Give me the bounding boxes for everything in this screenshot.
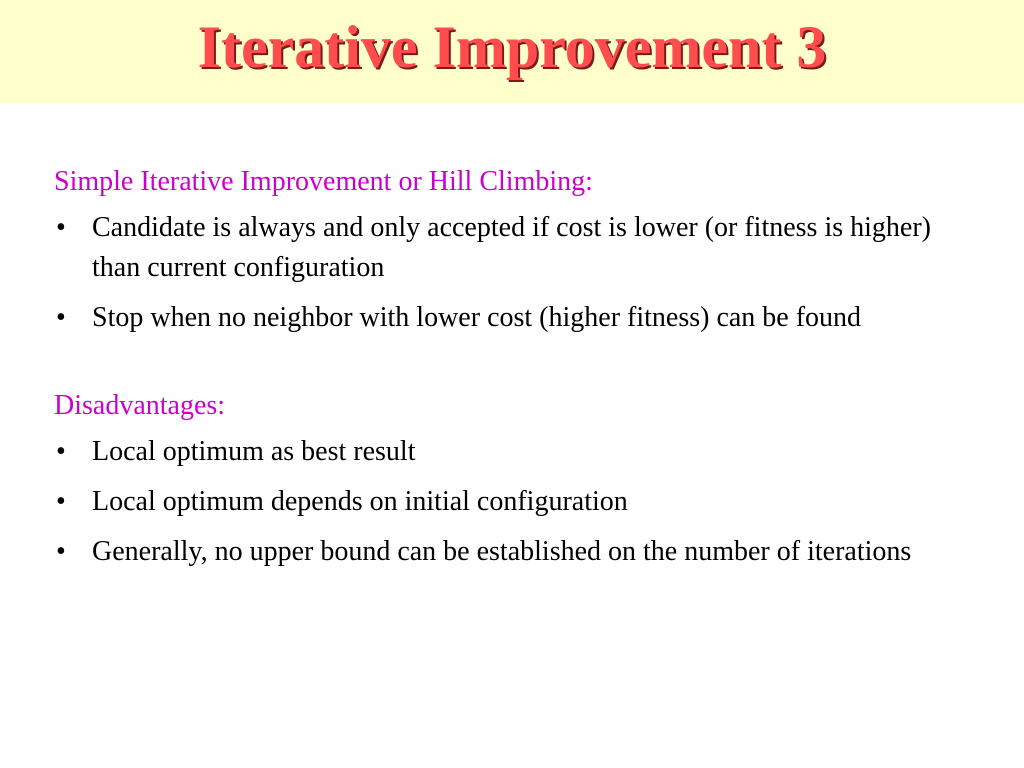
bullet-text: Generally, no upper bound can be established on the number of iterations	[92, 536, 912, 567]
disadvantages-bullet-list	[54, 432, 934, 572]
hill-climbing-bullet-list	[54, 208, 934, 338]
bullet-icon: •	[56, 436, 66, 467]
bullet-item	[54, 532, 934, 572]
bullet-icon: •	[56, 302, 66, 333]
bullet-icon: •	[56, 212, 66, 243]
bullet-icon: •	[56, 486, 66, 517]
bullet-icon: •	[56, 536, 66, 567]
section-spacer	[54, 348, 934, 386]
bullet-text: Local optimum as best result	[92, 436, 416, 467]
title-band	[0, 0, 1024, 103]
bullet-item	[54, 208, 934, 288]
slide-title: Iterative Improvement 3	[197, 14, 827, 80]
bullet-item	[54, 298, 934, 338]
bullet-item	[54, 432, 934, 472]
slide-content	[54, 162, 934, 582]
section-heading-hill-climbing: Simple Iterative Improvement or Hill Climbing:	[54, 166, 593, 197]
bullet-text: Stop when no neighbor with lower cost (higher fitness) can be found	[92, 302, 862, 333]
bullet-item	[54, 482, 934, 522]
section-heading-disadvantages: Disadvantages:	[54, 390, 226, 421]
bullet-text: Candidate is always and only accepted if cost is lower (or fitness is higher) than current configuration	[92, 212, 931, 283]
bullet-text: Local optimum depends on initial configuration	[92, 486, 628, 517]
